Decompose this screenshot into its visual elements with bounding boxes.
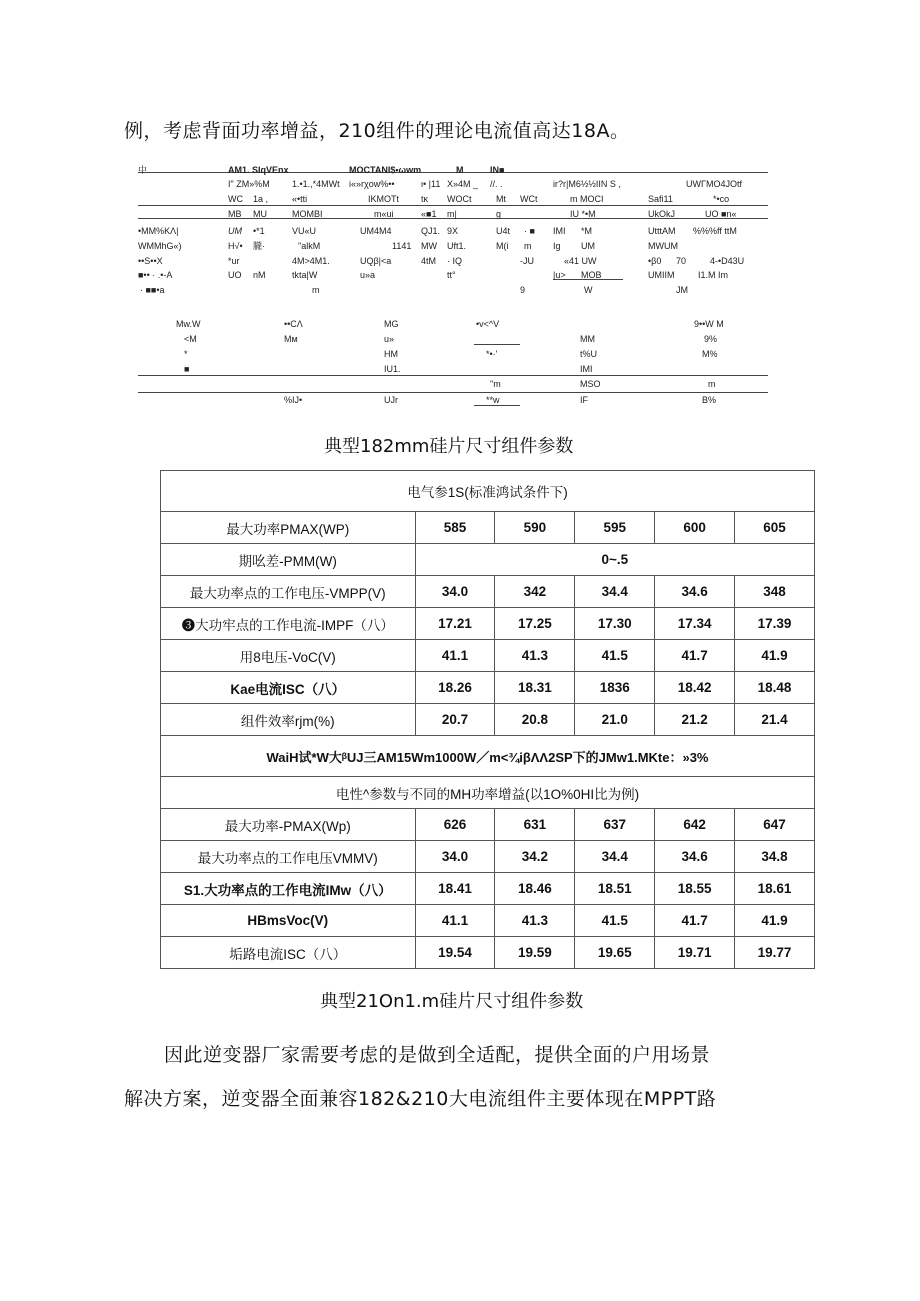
garbled-cell: nM — [253, 270, 266, 280]
garbled-cell: 9X — [447, 226, 459, 236]
garbled-cell: VU«U — [292, 226, 317, 236]
cell-value: 590 — [495, 512, 575, 544]
garbled-cell: //. . — [490, 179, 503, 189]
garbled-cell: tkta|W — [292, 270, 318, 280]
cell-value: 1836 — [575, 672, 655, 704]
garbled-cell: IMI — [580, 364, 593, 374]
garbled-cell: m MOCI — [570, 194, 604, 204]
cell-value: 642 — [655, 809, 735, 841]
garbled-cell: Safi11 — [648, 194, 673, 204]
cell-value: 41.1 — [415, 905, 495, 937]
cell-value: 17.30 — [575, 608, 655, 640]
garbled-cell: UQβ|<a — [360, 256, 392, 266]
garbled-cell: MOCTANI$•ωwm — [349, 165, 422, 175]
garbled-cell: HM — [384, 349, 398, 359]
garbled-cell: Uft1. — [447, 241, 467, 251]
cell-value: 20.8 — [495, 704, 575, 736]
garbled-cell: 9% — [704, 334, 718, 344]
cell-value: 595 — [575, 512, 655, 544]
garbled-cell: *•·' — [486, 349, 498, 359]
garbled-cell: g — [496, 209, 502, 219]
bifacial-header: 电性^参数与不同的MH功率增益(以1O%0HI比为例) — [161, 777, 815, 809]
garbled-cell: «41 UW — [564, 256, 597, 266]
garbled-cell: 中 — [138, 165, 148, 175]
garbled-cell: 1a , — [253, 194, 269, 204]
garbled-cell: **w — [486, 395, 500, 405]
garbled-cell: WC — [228, 194, 243, 204]
garbled-cell: UJr — [384, 395, 398, 405]
cell-value: 41.5 — [575, 905, 655, 937]
garbled-cell: m| — [447, 209, 457, 219]
garbled-cell: M(i — [496, 241, 509, 251]
garbled-cell: "alkM — [298, 241, 321, 251]
garbled-cell: tt° — [447, 270, 456, 280]
garbled-cell: · IQ — [447, 256, 462, 266]
cell-value: 34.4 — [575, 576, 655, 608]
garbled-cell: * — [184, 349, 188, 359]
garbled-cell: ••CΛ — [284, 319, 303, 329]
garbled-cell: t%U — [580, 349, 598, 359]
garbled-cell: m«ui — [374, 209, 394, 219]
cell-value: 600 — [655, 512, 735, 544]
garbled-cell: M% — [702, 349, 718, 359]
cell-value: 17.25 — [495, 608, 575, 640]
garbled-cell: u»a — [360, 270, 376, 280]
cell-value: 17.39 — [735, 608, 815, 640]
conclusion-line-1: 因此逆变器厂家需要考虑的是做到全适配，提供全面的户用场景 — [164, 1044, 711, 1066]
cell-value: 647 — [735, 809, 815, 841]
cell-value: 0~.5 — [415, 544, 814, 576]
garbled-cell: ir?r|M6½½IIN S , — [553, 179, 621, 189]
cell-value: 585 — [415, 512, 495, 544]
stc-header: 电气参1S(标准鸿试条件下) — [161, 471, 815, 512]
garbled-cell: IN■ — [490, 165, 505, 175]
garbled-cell: MB — [228, 209, 242, 219]
caption-182mm: 典型182mm硅片尺寸组件参数 — [324, 436, 574, 457]
test-condition-note: WaiH试*W大ᵝUJ三AM15Wm1000W／m<¾iβΛΛ2SP下的JMw1.MKte：»3% — [161, 736, 815, 777]
cell-value: 19.71 — [655, 937, 735, 969]
garbled-cell: UWΓMO4JOtf — [686, 179, 742, 189]
garbled-cell: · ■■•a — [140, 285, 165, 295]
cell-value: 18.48 — [735, 672, 815, 704]
cell-value: 41.3 — [495, 640, 575, 672]
cell-value: 41.5 — [575, 640, 655, 672]
cell-value: 18.41 — [415, 873, 495, 905]
garbled-cell: *M — [581, 226, 592, 236]
cell-value: 21.2 — [655, 704, 735, 736]
cell-value: 18.26 — [415, 672, 495, 704]
conclusion-line-2: 解决方案，逆变器全面兼容182&210大电流组件主要体现在MPPT路 — [124, 1088, 717, 1110]
cell-value: 34.0 — [415, 576, 495, 608]
cell-value: 34.4 — [575, 841, 655, 873]
cell-value: 34.0 — [415, 841, 495, 873]
garbled-cell: IU *•M — [570, 209, 596, 219]
garbled-cell: U4t — [496, 226, 511, 236]
row-label: 垢路电流ISC（八） — [161, 937, 416, 969]
cell-value: 348 — [735, 576, 815, 608]
cell-value: 17.21 — [415, 608, 495, 640]
row-label: 最大功率-PMAX(Wp) — [161, 809, 416, 841]
cell-value: 19.65 — [575, 937, 655, 969]
garbled-cell: %%%ff ttM — [693, 226, 737, 236]
garbled-cell: X»4M _ — [447, 179, 479, 189]
garbled-cell: MSO — [580, 379, 601, 389]
garbled-cell: UkOkJ — [648, 209, 675, 219]
garbled-cell: IU1. — [384, 364, 401, 374]
cell-value: 41.9 — [735, 640, 815, 672]
cell-value: 41.7 — [655, 640, 735, 672]
garbled-cell: 1141 — [392, 241, 412, 251]
cell-value: 21.0 — [575, 704, 655, 736]
garbled-cell: •MM%KΛ| — [138, 226, 179, 236]
cell-value: 605 — [735, 512, 815, 544]
cell-value: 18.31 — [495, 672, 575, 704]
caption-210mm: 典型21On1.m硅片尺寸组件参数 — [320, 991, 584, 1012]
cell-value: 21.4 — [735, 704, 815, 736]
cell-value: 626 — [415, 809, 495, 841]
row-label: 用8电压-VoC(V) — [161, 640, 416, 672]
garbled-cell: · ■ — [524, 226, 535, 236]
garbled-cell: I1.M Im — [698, 270, 729, 280]
garbled-cell: Mw.W — [176, 319, 201, 329]
garbled-cell: m — [312, 285, 320, 295]
cell-value: 20.7 — [415, 704, 495, 736]
garbled-cell: ι• |11 — [421, 179, 441, 189]
garbled-cell: UO — [228, 270, 242, 280]
garbled-cell: IMI — [553, 226, 566, 236]
garbled-cell: %IJ• — [284, 395, 303, 405]
cell-value: 17.34 — [655, 608, 735, 640]
cell-value: 34.6 — [655, 841, 735, 873]
garbled-cell: H√• — [228, 241, 243, 251]
garbled-cell: WOCt — [447, 194, 472, 204]
row-label: S1.大功率点的工作电流IMw（八） — [161, 873, 416, 905]
garbled-cell: 4tM — [421, 256, 437, 266]
garbled-cell: QJ1. — [421, 226, 441, 236]
garbled-cell: M — [456, 165, 464, 175]
garbled-cell: m — [524, 241, 532, 251]
cell-value: 637 — [575, 809, 655, 841]
garbled-cell: «■1 — [421, 209, 437, 219]
garbled-cell: u» — [384, 334, 395, 344]
garbled-cell: 4M>4M1. — [292, 256, 330, 266]
row-label: ❸大功牢点的工作电流-IMPF（八） — [161, 608, 416, 640]
cell-value: 19.59 — [495, 937, 575, 969]
cell-value: 18.61 — [735, 873, 815, 905]
garbled-cell: m — [708, 379, 716, 389]
cell-value: 34.6 — [655, 576, 735, 608]
garbled-cell: UtttAM — [648, 226, 676, 236]
garbled-cell: •v<^V — [476, 319, 500, 329]
row-label: 期吆差-PMM(W) — [161, 544, 416, 576]
garbled-cell: ■•• · .•-A — [138, 270, 173, 280]
garbled-cell: IF — [580, 395, 588, 405]
cell-value: 41.1 — [415, 640, 495, 672]
cell-value: 41.3 — [495, 905, 575, 937]
cell-value: 18.51 — [575, 873, 655, 905]
garbled-cell: 9••W M — [694, 319, 724, 329]
garbled-cell: IKMOTt — [368, 194, 399, 204]
cell-value: 631 — [495, 809, 575, 841]
row-label: 组件效率rjm(%) — [161, 704, 416, 736]
cell-value: 342 — [495, 576, 575, 608]
garbled-cell: "m — [490, 379, 501, 389]
garbled-cell: Mt — [496, 194, 506, 204]
row-label: Kae电流ISC（八） — [161, 672, 416, 704]
garbled-cell: W — [584, 285, 593, 295]
garbled-cell: Ig — [553, 241, 561, 251]
garbled-cell: 70 — [676, 256, 687, 266]
cell-value: 18.46 — [495, 873, 575, 905]
garbled-cell: ••S••X — [138, 256, 163, 266]
cell-value: 41.9 — [735, 905, 815, 937]
garbled-cell: tκ — [421, 194, 429, 204]
garbled-cell: B% — [702, 395, 717, 405]
garbled-cell: 4-•D43U — [710, 256, 745, 266]
garbled-cell: JM — [676, 285, 688, 295]
cell-value: 18.55 — [655, 873, 735, 905]
garbled-cell: Mм — [284, 334, 298, 344]
garbled-cell: UO ■n« — [705, 209, 737, 219]
cell-value: 41.7 — [655, 905, 735, 937]
garbled-cell: AM1. SIqVEnx — [228, 165, 289, 175]
garbled-cell: -JU — [520, 256, 534, 266]
cell-value: 34.8 — [735, 841, 815, 873]
row-label: 最大功率点的工作电压VMMV) — [161, 841, 416, 873]
garbled-cell: UM — [581, 241, 595, 251]
garbled-cell: MW — [421, 241, 437, 251]
garbled-cell: MU — [253, 209, 267, 219]
intro-paragraph: 例，考虑背面功率增益，210组件的理论电流值高达18A。 — [124, 120, 630, 142]
garbled-cell: |u> — [553, 270, 566, 280]
garbled-cell: WMMhG«) — [138, 241, 182, 251]
garbled-cell: UMIIM — [648, 270, 675, 280]
garbled-cell: 9 — [520, 285, 526, 295]
garbled-cell: UM4M4 — [360, 226, 392, 236]
garbled-cell: 1.•1.,*4MWt — [292, 179, 340, 189]
cell-value: 18.42 — [655, 672, 735, 704]
garbled-cell: MOMBI — [292, 209, 323, 219]
module-spec-table — [160, 470, 815, 969]
garbled-cell: UM — [228, 226, 242, 236]
garbled-cell: MWUM — [648, 241, 678, 251]
garbled-cell: MM — [580, 334, 595, 344]
garbled-cell: *•co — [713, 194, 730, 204]
garbled-cell: •β0 — [648, 256, 662, 266]
garbled-cell: *ur — [228, 256, 240, 266]
garbled-cell: i«»rχow%•• — [349, 179, 395, 189]
garbled-cell: MOB — [581, 270, 602, 280]
garbled-cell: ■ — [184, 364, 190, 374]
cell-value: 34.2 — [495, 841, 575, 873]
garbled-cell: WCt — [520, 194, 538, 204]
garbled-cell: I" ZM»%M — [228, 179, 270, 189]
garbled-cell: 朧· — [253, 241, 265, 251]
row-label: HBmsVoc(V) — [161, 905, 416, 937]
garbled-cell: <M — [184, 334, 197, 344]
row-label: 最大功率PMAX(WP) — [161, 512, 416, 544]
cell-value: 19.77 — [735, 937, 815, 969]
garbled-cell: •*1 — [253, 226, 265, 236]
row-label: 最大功率点的工作电压-VMPP(V) — [161, 576, 416, 608]
garbled-cell: «•tti — [292, 194, 308, 204]
garbled-cell: MG — [384, 319, 399, 329]
cell-value: 19.54 — [415, 937, 495, 969]
